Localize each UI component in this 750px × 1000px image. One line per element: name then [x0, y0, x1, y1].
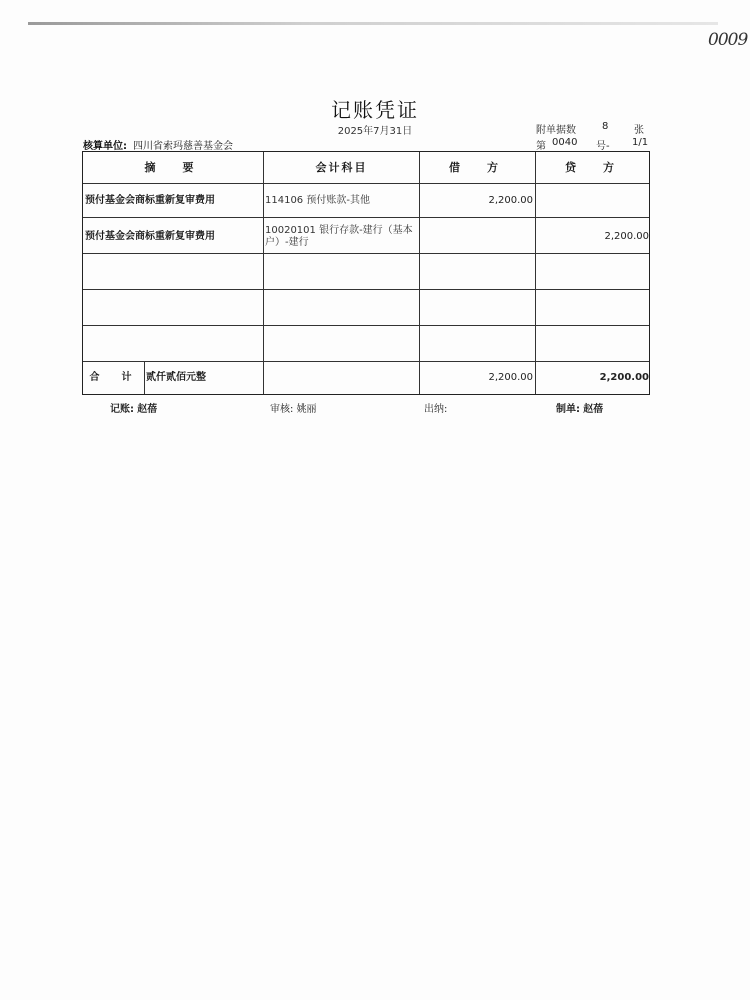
- header-account: 会计科目: [315, 161, 368, 174]
- total-label: 合 计: [89, 372, 138, 383]
- row-divider: [83, 325, 649, 326]
- cashier-label: 出纳:: [424, 404, 448, 415]
- preparer-name: 赵蓓: [583, 404, 604, 415]
- accounting-unit-label: 核算单位:: [83, 141, 127, 152]
- scan-edge: [28, 22, 718, 25]
- header-summary: 摘 要: [144, 161, 202, 174]
- preparer-label: 制单:: [556, 404, 580, 415]
- row-divider: [83, 289, 649, 290]
- total-amount-words: 贰仟贰佰元整: [146, 372, 206, 383]
- bookkeeper-name: 赵蓓: [137, 404, 158, 415]
- col-divider: [419, 152, 420, 394]
- attachment-unit: 张: [634, 125, 644, 136]
- voucher-date: 2025年7月31日: [337, 126, 413, 137]
- row1-debit: 2,200.00: [488, 195, 533, 206]
- header-debit: 借 方: [449, 161, 506, 174]
- row-divider: [83, 253, 649, 254]
- row-divider: [83, 217, 649, 218]
- auditor: [270, 400, 317, 415]
- auditor-label: 审核:: [270, 404, 294, 415]
- accounting-unit: [83, 137, 233, 152]
- row1-summary: 预付基金会商标重新复审费用: [85, 195, 215, 206]
- row2-credit: 2,200.00: [604, 231, 649, 242]
- attachment-number: 8: [602, 121, 609, 132]
- header-credit: 贷 方: [565, 161, 622, 174]
- row-divider: [83, 183, 649, 184]
- bookkeeper: [110, 400, 157, 415]
- total-credit: 2,200.00: [599, 372, 649, 383]
- total-debit: 2,200.00: [488, 372, 533, 383]
- voucher-table: [82, 151, 650, 395]
- voucher-number-value: 0040: [552, 137, 578, 148]
- preparer: [556, 400, 603, 415]
- bookkeeper-label: 记账:: [110, 404, 134, 415]
- attachment-label: 附单据数: [536, 125, 576, 136]
- auditor-name: 姚丽: [296, 404, 317, 415]
- accounting-unit-value: 四川省索玛慈善基金会: [133, 141, 233, 152]
- row1-account: 114106 预付账款-其他: [265, 195, 370, 206]
- row2-summary: 预付基金会商标重新复审费用: [85, 231, 215, 242]
- voucher-number-suffix: 号-: [596, 141, 610, 152]
- voucher-title: 记账凭证: [331, 98, 419, 122]
- voucher-number-prefix: 第: [536, 141, 546, 152]
- col-divider-total: [144, 361, 145, 394]
- col-divider: [535, 152, 536, 394]
- cashier: [424, 400, 447, 415]
- handwritten-page-mark: 0009: [708, 30, 748, 50]
- col-divider: [263, 152, 264, 394]
- row2-account: 10020101 银行存款-建行（基本户）-建行: [265, 225, 413, 248]
- voucher-page-count: 1/1: [632, 137, 649, 148]
